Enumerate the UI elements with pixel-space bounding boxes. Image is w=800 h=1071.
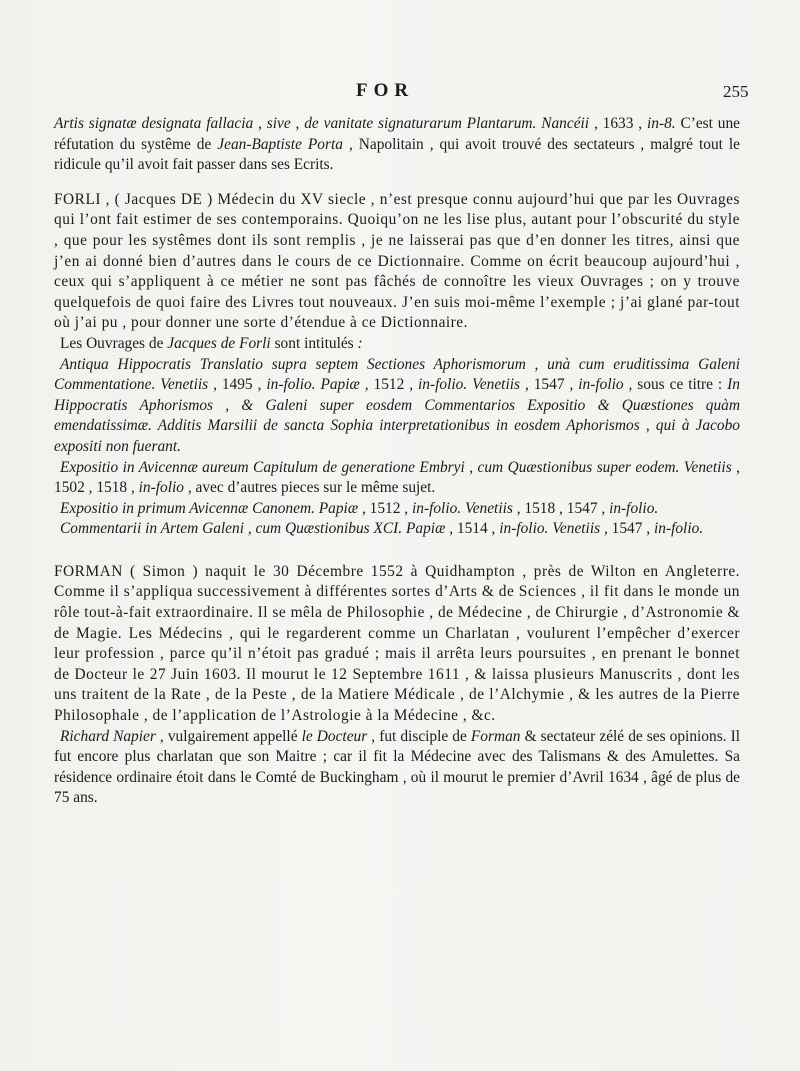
text-run: sont intitulés	[270, 334, 358, 352]
work-expositio-primum-canonem	[54, 499, 740, 520]
italic-run: Antiqua Hippocratis Translatio supra septem Sectiones Aphorismorum , unà cum eruditissima Galeni Commentatione. Venetiis	[54, 355, 740, 394]
work-expositio-avicennae-embryi	[54, 458, 740, 499]
italic-run: in-folio. Venetiis	[418, 376, 521, 394]
text-run: , 1547 ,	[520, 376, 579, 394]
italic-run: Forman	[470, 727, 521, 745]
italic-run: Expositio in Avicennæ aureum Capitulum de generatione Embryi , cum Quæstionibus super eodem. Venetiis	[60, 458, 732, 476]
italic-run: in-folio. Papiæ	[266, 376, 360, 394]
text-run: & sectateur zélé de ses opinions. Il fut encore plus charlatan que son Maitre ; car il fit la Médecine avec des Talismans & des Amulettes. Sa résidence ordinaire étoit dans le Comté de Buckingham , où il mourut le premier d’Avril 1634 , âgé de plus de 75 ans.	[54, 727, 741, 807]
text-run: C’est une réfutation du systême de	[54, 115, 741, 153]
text-run: , ( Jacques DE ) Médecin du XV siecle , n’est presque connu aujourd’hui que par les Ouvrages qui l’ont fait estimer de ses contemporains. Quoiqu’on ne les lise plus, autant pour l’obscurité du style , que pour les systêmes dont ils sont remplis , je ne laisserai pas que d’en donner les titres, ainsi que j’en ai donné bien d’autres dans le cours de ce Dictionnaire. Comme on écrit beaucoup aujourd’hui , ceux qui s’appliquent à ce métier ne sont pas fâchés de connoître les vieux Ouvrages ; on y trouve quelquefois de quoi faire des Livres tout nouveaux. J’en suis moi-même l’exemple ; j’ai glané par-tout où j’ai pu , pour donner une sorte d’étendue à ce Dictionnaire.	[54, 190, 740, 332]
text-run: , 1502 , 1518 ,	[54, 458, 740, 497]
text-run: , 1633 ,	[589, 115, 647, 132]
entry-forman	[54, 562, 740, 727]
text-run: , 1514 ,	[445, 520, 500, 538]
text-run: , 1518 , 1547 ,	[512, 499, 610, 517]
italic-run: in-folio.	[609, 499, 659, 517]
text-run: , 1547 ,	[600, 520, 654, 538]
italic-run: in-folio.	[653, 520, 704, 538]
italic-run: Richard Napier	[60, 727, 156, 745]
text-run: , sous ce titre :	[623, 376, 728, 394]
italic-run: in-folio. Venetiis	[411, 499, 513, 517]
running-head	[0, 80, 800, 104]
italic-run: Artis signatæ designata fallacia , sive , de vanitate signaturarum Plantarum. Nancéii	[54, 115, 590, 132]
italic-run: le Docteur	[301, 727, 368, 745]
text-run: , Napolitain , qui avoit trouvé des sectateurs , malgré tout le ridicule qu’il avoit fait passer dans ses Ecrits.	[54, 135, 741, 174]
italic-run: in-folio	[578, 376, 624, 394]
work-commentarii-artem-galeni	[54, 519, 740, 540]
italic-run: Commentarii in Artem Galeni , cum Quæstionibus XCI. Papiæ	[60, 520, 446, 538]
text-run: , 1495 ,	[208, 376, 267, 394]
running-title: FOR	[356, 80, 415, 101]
italic-run: :	[357, 334, 363, 352]
text-run: , avec d’autres pieces sur le même sujet.	[183, 479, 436, 497]
text-run: FORMAN	[54, 562, 123, 580]
italic-run: Jacques de Forli	[167, 334, 271, 352]
text-run: FORLI	[54, 190, 101, 208]
text-run: , fut disciple de	[367, 727, 471, 745]
body-text	[54, 114, 740, 809]
work-antiqua-hippocratis	[54, 355, 740, 458]
text-run: , vulgairement appellé	[155, 727, 302, 745]
page-number: 255	[723, 82, 749, 101]
italic-run: in-folio	[138, 479, 184, 497]
paragraph-works-intro	[54, 334, 740, 355]
italic-run: Jean-Baptiste Porta	[217, 135, 343, 153]
paragraph-richard-napier	[54, 727, 740, 809]
italic-run: in-8.	[646, 115, 676, 132]
text-run: Les Ouvrages de	[60, 334, 168, 352]
text-run: , 1512 ,	[358, 499, 412, 517]
italic-run: Expositio in primum Avicennæ Canonem. Papiæ	[60, 499, 359, 517]
italic-run: in-folio. Venetiis	[499, 520, 601, 538]
italic-run: In Hippocratis Aphorismos , & Galeni super eosdem Commentarios Expositio & Quæstiones quàm emendatissimæ. Additis Marsilii de sancta Sophia interpretationibus in eosdem Aphorismos , qui à Jacobo expositi non fuerant.	[54, 376, 740, 455]
entry-forli	[54, 190, 740, 334]
text-run: , 1512 ,	[359, 376, 419, 394]
text-run: ( Simon ) naquit le 30 Décembre 1552 à Quidhampton , près de Wilton en Angleterre. Comme il s’appliqua successivement à différentes sortes d’Arts & de Sciences , il fit dans le monde un rôle tout-à-fait extraordinaire. Il se mêla de Philosophie , de Médecine , de Chirurgie , d’Astronomie & de Magie. Les Médecins , qui le regarderent comme un Charlatan , voulurent l’empêcher d’exercer leur profession , parce qu’il n’étoit pas gradué ; mais il arrêta leurs poursuites , en prenant le bonnet de Docteur le 27 Juin 1603. Il mourut le 12 Septembre 1611 , & laissa plusieurs Manuscrits , dont les uns traitent de la Rate , de la Peste , de la Matiere Médicale , de l’Alchymie , & les autres de la Pierre Philosophale , de l’application de l’Astrologie à la Médecine , &c.	[54, 562, 740, 725]
paragraph-artis-signatae	[54, 114, 740, 176]
